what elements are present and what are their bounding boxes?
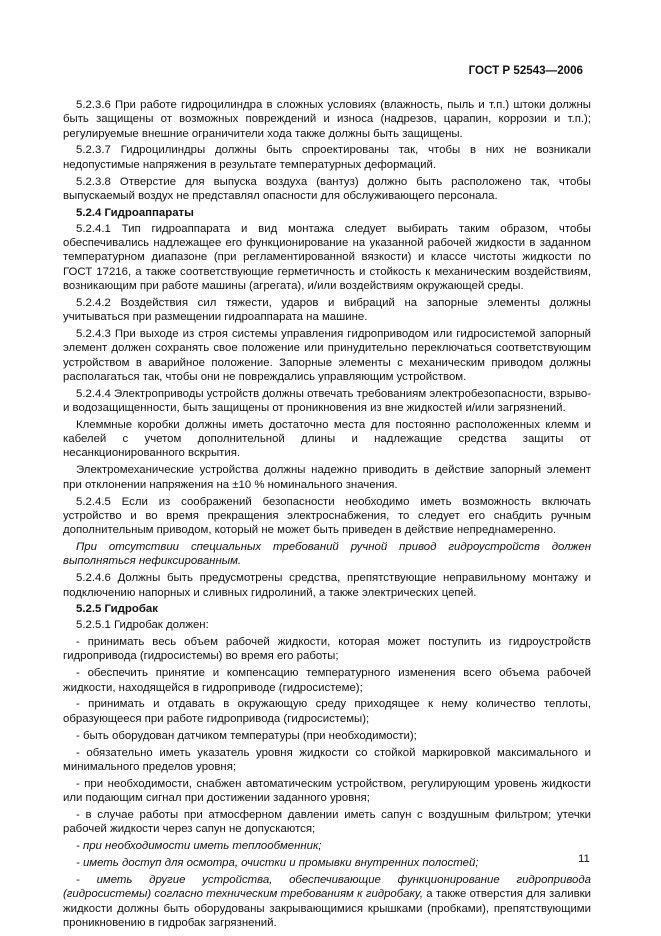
- italic-text: - иметь другие устройства, обеспечивающие функционирование гидропривода (гидросистемы) согласно техническим требованиям к гидробаку,: [63, 873, 591, 901]
- paragraph: 5.2.4.5 Если из соображений безопасности необходимо иметь возможность включать устройство и во время прекращения электроснабжения, то следует его снабдить ручным дополнительным приводом, который не может быть приведен в действие непреднамеренно.: [63, 495, 591, 537]
- paragraph: - при необходимости иметь теплообменник;: [76, 840, 322, 853]
- section-heading: 5.2.4 Гидроаппараты: [76, 206, 194, 219]
- paragraph: 5.2.3.8 Отверстие для выпуска воздуха (вантуз) должно быть расположено так, чтобы выпускаемый воздух не представлял опасности для обслуживающего персонала.: [63, 175, 591, 202]
- paragraph: 5.2.3.7 Гидроцилиндры должны быть спроектированы так, чтобы в них не возникали недопустимые напряжения в результате температурных деформаций.: [63, 144, 591, 171]
- paragraph: - принимать и отдавать в окружающую среду приходящее к нему количество теплоты, образующееся при работе гидропривода (гидросистемы);: [63, 698, 591, 725]
- paragraph: 5.2.3.6 При работе гидроцилиндра в сложных условиях (влажность, пыль и т.п.) штоки должны быть защищены от возможных повреждений и износа (надрезов, царапин, коррозии и т.п.); регулируемые внешние ограничители хода также должны быть защищены.: [63, 99, 591, 140]
- paragraph: При отсутствии специальных требований ручной привод гидроустройств должен выполняться нефиксированным.: [63, 541, 591, 568]
- page-number: 11: [578, 853, 590, 865]
- paragraph: 5.2.4.4 Электроприводы устройств должны отвечать требованиям электробезопасности, взрыво- и водозащищенности, быть защищены от проникновения из вне жидкостей и/или загрязнений.: [63, 387, 591, 414]
- paragraph: 5.2.4.2 Воздействия сил тяжести, ударов и вибраций на запорные элементы должны учитываться при размещении гидроаппарата на машине.: [63, 296, 591, 324]
- document-code-header: ГОСТ Р 52543—2006: [468, 64, 583, 77]
- paragraph: - иметь доступ для осмотра, очистки и промывки внутренних полостей;: [76, 857, 479, 870]
- paragraph: 5.2.4.1 Тип гидроаппарата и вид монтажа следует выбирать таким образом, чтобы обеспечивались надлежащее его функционирование на указанной рабочей жидкости в заданном температурном диапазоне (при регламентированной вязкости) и классе чистоты жидкости по ГОСТ 17216, а также соответствующие герметичность и стойкость к механическим воздействиям, возникающим при работе машины (агрегата), и/или воздействиям окружающей среды.: [63, 222, 591, 292]
- paragraph: - обеспечить принятие и компенсацию температурного изменения всего объема рабочей жидкости, находящейся в гидроприводе (гидросистеме);: [63, 667, 591, 694]
- paragraph: - при необходимости, снабжен автоматическим устройством, регулирующим уровень жидкости или подающим сигнал при достижении заданного уровня;: [63, 777, 591, 805]
- normal-text: а также отверстия для заливки жидкости должны быть оборудованы закрывающимися крышками (пробками), препятствующими проникновению в гидробак загрязнений.: [63, 888, 591, 929]
- paragraph: - принимать весь объем рабочей жидкости, которая может поступить из гидроустройств гидропривода (гидросистемы) во время его работы;: [63, 636, 591, 663]
- paragraph: 5.2.4.3 При выходе из строя системы управления гидроприводом или гидросистемой запорный элемент должен сохранять свое положение или принудительно переключаться соответствующим устройством в аварийное положение. Запорные элементы с механическим приводом должны располагаться так, чтобы они не повреждались управляющим устройством.: [63, 327, 591, 383]
- paragraph: Клеммные коробки должны иметь достаточно места для постоянно расположенных клемм и кабелей с учетом дополнительной длины и надлежащие средства защиты от несанкционированного вскрытия.: [63, 418, 591, 460]
- section-heading: 5.2.5 Гидробак: [76, 603, 158, 616]
- paragraph: 5.2.5.1 Гидробак должен:: [76, 619, 209, 632]
- document-body: [63, 98, 591, 933]
- paragraph: Электромеханические устройства должны надежно приводить в действие запорный элемент при отклонении напряжения на ±10 % номинального значения.: [63, 464, 591, 491]
- paragraph: - обязательно иметь указатель уровня жидкости со стойкой маркировкой максимального и минимального пределов уровня;: [63, 746, 591, 773]
- paragraph: 5.2.4.6 Должны быть предусмотрены средства, препятствующие неправильному монтажу и подключению напорных и сливных гидролиний, а также электрических цепей.: [63, 572, 591, 599]
- paragraph: - в случае работы при атмосферном давлении иметь сапун с воздушным фильтром; утечки рабочей жидкости через сапун не допускаются;: [63, 808, 591, 836]
- paragraph: - быть оборудован датчиком температуры (при необходимости);: [76, 729, 417, 742]
- paragraph-last: [63, 873, 591, 930]
